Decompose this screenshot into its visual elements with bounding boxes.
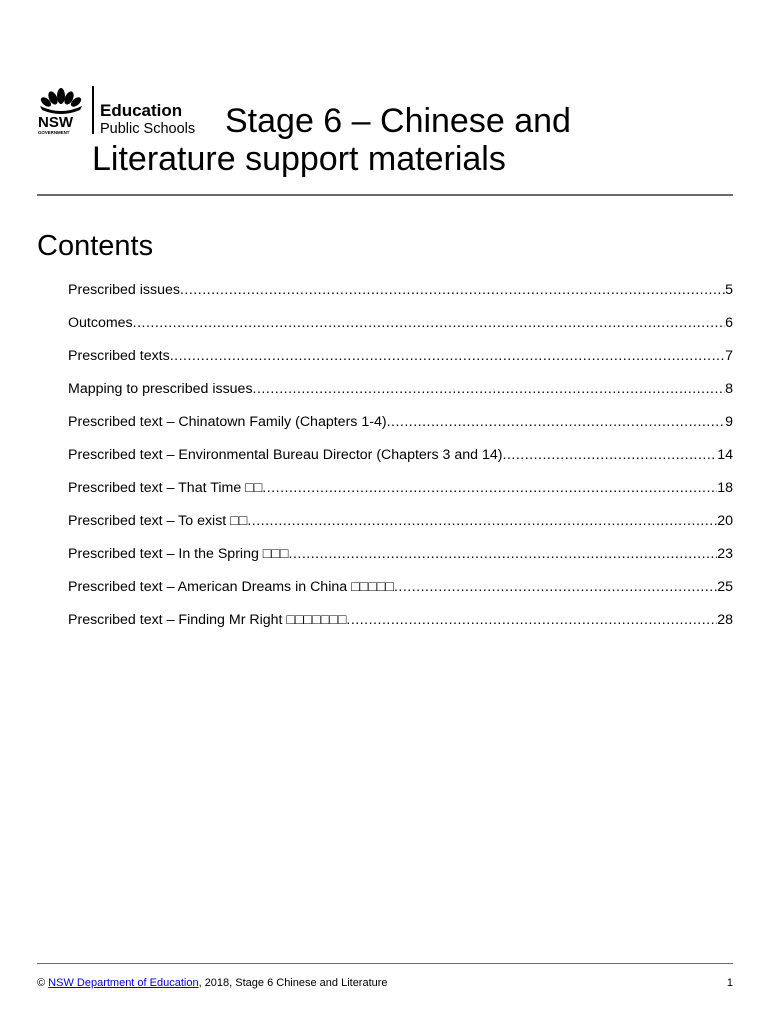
toc-entry-label: Prescribed text – To exist □□: [68, 513, 248, 529]
toc-entry[interactable]: [68, 610, 733, 643]
toc-entry-label: Prescribed text – In the Spring □□□: [68, 546, 289, 562]
page-title: [92, 102, 732, 178]
toc-entry[interactable]: [68, 544, 733, 577]
logo-government-text: GOVERNMENT: [38, 130, 70, 135]
logo-nsw-text: NSW: [38, 114, 73, 131]
toc-entry[interactable]: [68, 478, 733, 511]
toc-entry-page: 23: [717, 546, 733, 562]
table-of-contents: [68, 280, 733, 643]
logo-public-schools-text: Public Schools: [100, 121, 196, 137]
toc-leader-dots: [170, 346, 725, 366]
toc-entry[interactable]: [68, 577, 733, 610]
toc-entry-page: 8: [725, 381, 733, 397]
toc-entry[interactable]: [68, 511, 733, 544]
header-divider: [37, 194, 733, 196]
toc-entry[interactable]: [68, 445, 733, 478]
toc-leader-dots: [133, 313, 725, 333]
footer-page-number: 1: [726, 977, 733, 989]
toc-leader-dots: [289, 544, 718, 564]
page-footer: [37, 977, 733, 989]
toc-leader-dots: [253, 379, 726, 399]
toc-entry[interactable]: [68, 346, 733, 379]
toc-leader-dots: [503, 445, 718, 465]
toc-entry-label: Prescribed text – Environmental Bureau Director (Chapters 3 and 14): [68, 447, 503, 463]
toc-entry-label: Prescribed issues: [68, 282, 180, 298]
toc-entry-page: 28: [717, 612, 733, 628]
toc-entry-page: 25: [717, 579, 733, 595]
toc-entry[interactable]: [68, 313, 733, 346]
toc-leader-dots: [387, 412, 726, 432]
toc-entry-label: Outcomes: [68, 315, 133, 331]
footer-copyright-text: , 2018, Stage 6 Chinese and Literature: [198, 977, 388, 989]
footer-copyright: [37, 977, 388, 989]
toc-entry-page: 5: [725, 282, 733, 298]
toc-leader-dots: [394, 577, 717, 597]
toc-entry-page: 20: [717, 513, 733, 529]
toc-entry-label: Prescribed texts: [68, 348, 170, 364]
toc-entry-page: 6: [725, 315, 733, 331]
toc-entry-page: 18: [717, 480, 733, 496]
toc-leader-dots: [247, 511, 717, 531]
toc-entry[interactable]: [68, 379, 733, 412]
toc-entry-label: Prescribed text – That Time □□: [68, 480, 263, 496]
logo-education-text: Education: [100, 101, 183, 120]
toc-entry[interactable]: [68, 412, 733, 445]
page-title-line-1: Stage 6 – Chinese and: [225, 102, 571, 140]
nsw-department-link[interactable]: NSW Department of Education: [48, 977, 199, 989]
toc-entry-page: 14: [717, 447, 733, 463]
page-title-line-2: Literature support materials: [92, 140, 506, 178]
toc-entry-label: Prescribed text – Finding Mr Right □□□□□□□: [68, 612, 347, 628]
contents-heading: Contents: [37, 230, 154, 262]
toc-leader-dots: [180, 280, 725, 300]
copyright-symbol: ©: [37, 977, 46, 989]
toc-entry-label: Mapping to prescribed issues: [68, 381, 253, 397]
toc-entry-page: 9: [725, 414, 733, 430]
footer-divider: [37, 963, 733, 964]
toc-entry[interactable]: [68, 280, 733, 313]
waratah-icon: [39, 88, 83, 114]
toc-entry-page: 7: [725, 348, 733, 364]
toc-entry-label: Prescribed text – American Dreams in China □□□□□: [68, 579, 394, 595]
toc-leader-dots: [262, 478, 717, 498]
toc-leader-dots: [346, 610, 717, 630]
toc-entry-label: Prescribed text – Chinatown Family (Chapters 1-4): [68, 414, 387, 430]
